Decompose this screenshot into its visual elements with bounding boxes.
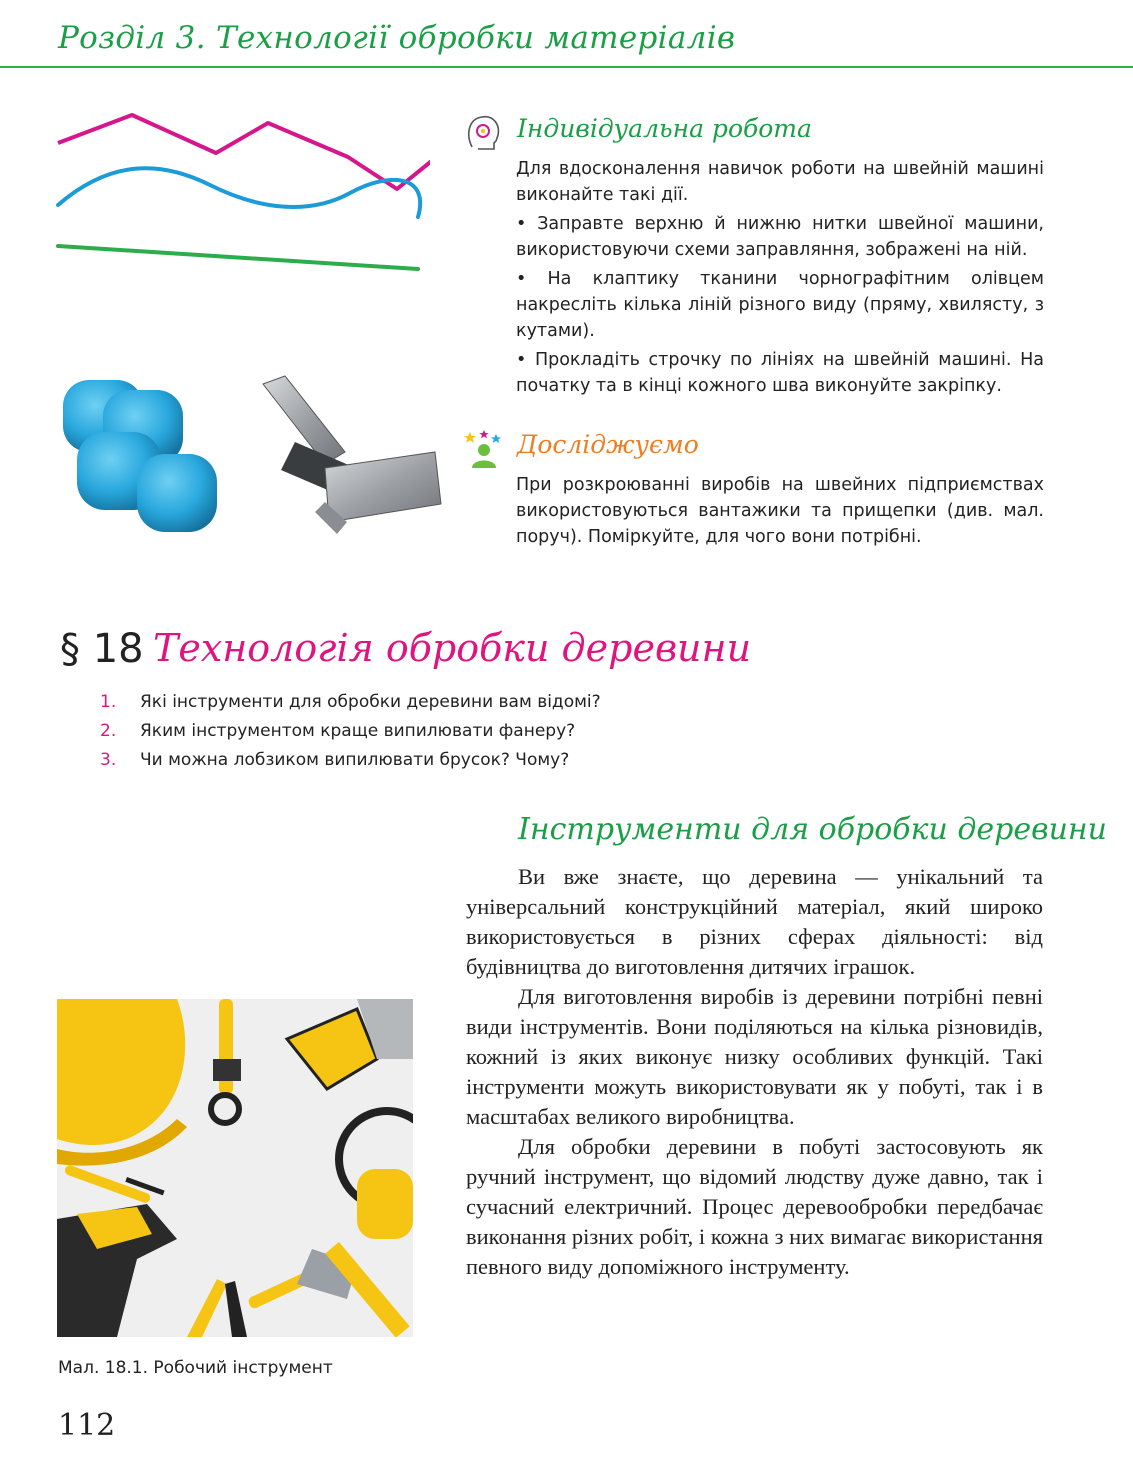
question-number: 1. — [100, 692, 117, 712]
questions-list — [100, 688, 601, 775]
figure-caption: Мал. 18.1. Робочий інструмент — [58, 1358, 333, 1378]
question-text: Які інструменти для обробки деревини вам відомі? — [140, 692, 601, 712]
question-text: Чи можна лобзиком випилювати брусок? Чому? — [140, 750, 570, 770]
individual-item: • Заправте верхню й нижню нитки швейної машини, використовуючи схеми заправляння, зображені на ній. — [516, 214, 1044, 260]
question-number: 3. — [100, 750, 117, 770]
work-tools-photo — [57, 999, 413, 1337]
question-item — [100, 717, 601, 746]
section-heading: Інструменти для обробки деревини — [518, 812, 1107, 847]
individual-intro: Для вдосконалення навичок роботи на швейній машині виконайте такі дії. — [516, 159, 1044, 205]
individual-item: • На клаптику тканини чорнографітним олівцем накресліть кілька ліній різного виду (пряму, хвилясту, з кутами). — [516, 269, 1044, 341]
wavy-line — [58, 168, 420, 217]
paragraph-number: § 18 — [60, 626, 144, 672]
research-title: Досліджуємо — [517, 430, 699, 459]
section-body — [466, 862, 1043, 1282]
researcher-stars-icon — [464, 430, 502, 470]
head-gear-icon — [464, 113, 502, 153]
individual-work-title: Індивідуальна робота — [517, 114, 812, 143]
page-number: 112 — [58, 1408, 116, 1443]
section-paragraph: Для обробки деревини в побуті застосовують як ручний інструмент, що відомий людству дуже давно, так і сучасний електричний. Процес деревообробки передбачає виконання різних робіт, і кожна з них вимагає використання певного виду допоміжного інструменту. — [466, 1134, 1043, 1279]
individual-item: • Прокладіть строчку по лініях на швейній машині. На початку та в кінці кожного шва виконуйте закріпку. — [516, 350, 1044, 396]
chapter-title: Розділ 3. Технології обробки матеріалів — [58, 20, 736, 56]
fabric-weights-image — [55, 372, 245, 550]
header-rule — [0, 66, 1133, 68]
question-text: Яким інструментом краще випилювати фанеру? — [140, 721, 576, 741]
zigzag-line — [58, 115, 430, 189]
section-paragraph: Ви вже знаєте, що деревина — унікальний та універсальний конструкційний матеріал, який широко використовується в різних сферах діяльності: від будівництва до виготовлення дитячих іграшок. — [466, 864, 1043, 979]
research-body: При розкроюванні виробів на швейних підприємствах використовуються вантажики та прищепки (див. мал. поруч). Поміркуйте, для чого вони потрібні. — [516, 475, 1044, 547]
paragraph-title: Технологія обробки деревини — [153, 626, 752, 670]
straight-line — [58, 246, 418, 269]
question-item — [100, 746, 601, 775]
clamp-image — [255, 372, 450, 550]
stitch-lines-illustration — [50, 105, 430, 280]
section-paragraph: Для виготовлення виробів із деревини потрібні певні види інструментів. Вони поділяються на кілька різновидів, кожний із яких виконує низку особливих функцій. Такі інструменти можуть використовувати як у побуті, так і в масштабах великого виробництва. — [466, 984, 1043, 1129]
question-number: 2. — [100, 721, 117, 741]
question-item — [100, 688, 601, 717]
individual-work-body — [516, 156, 1044, 402]
